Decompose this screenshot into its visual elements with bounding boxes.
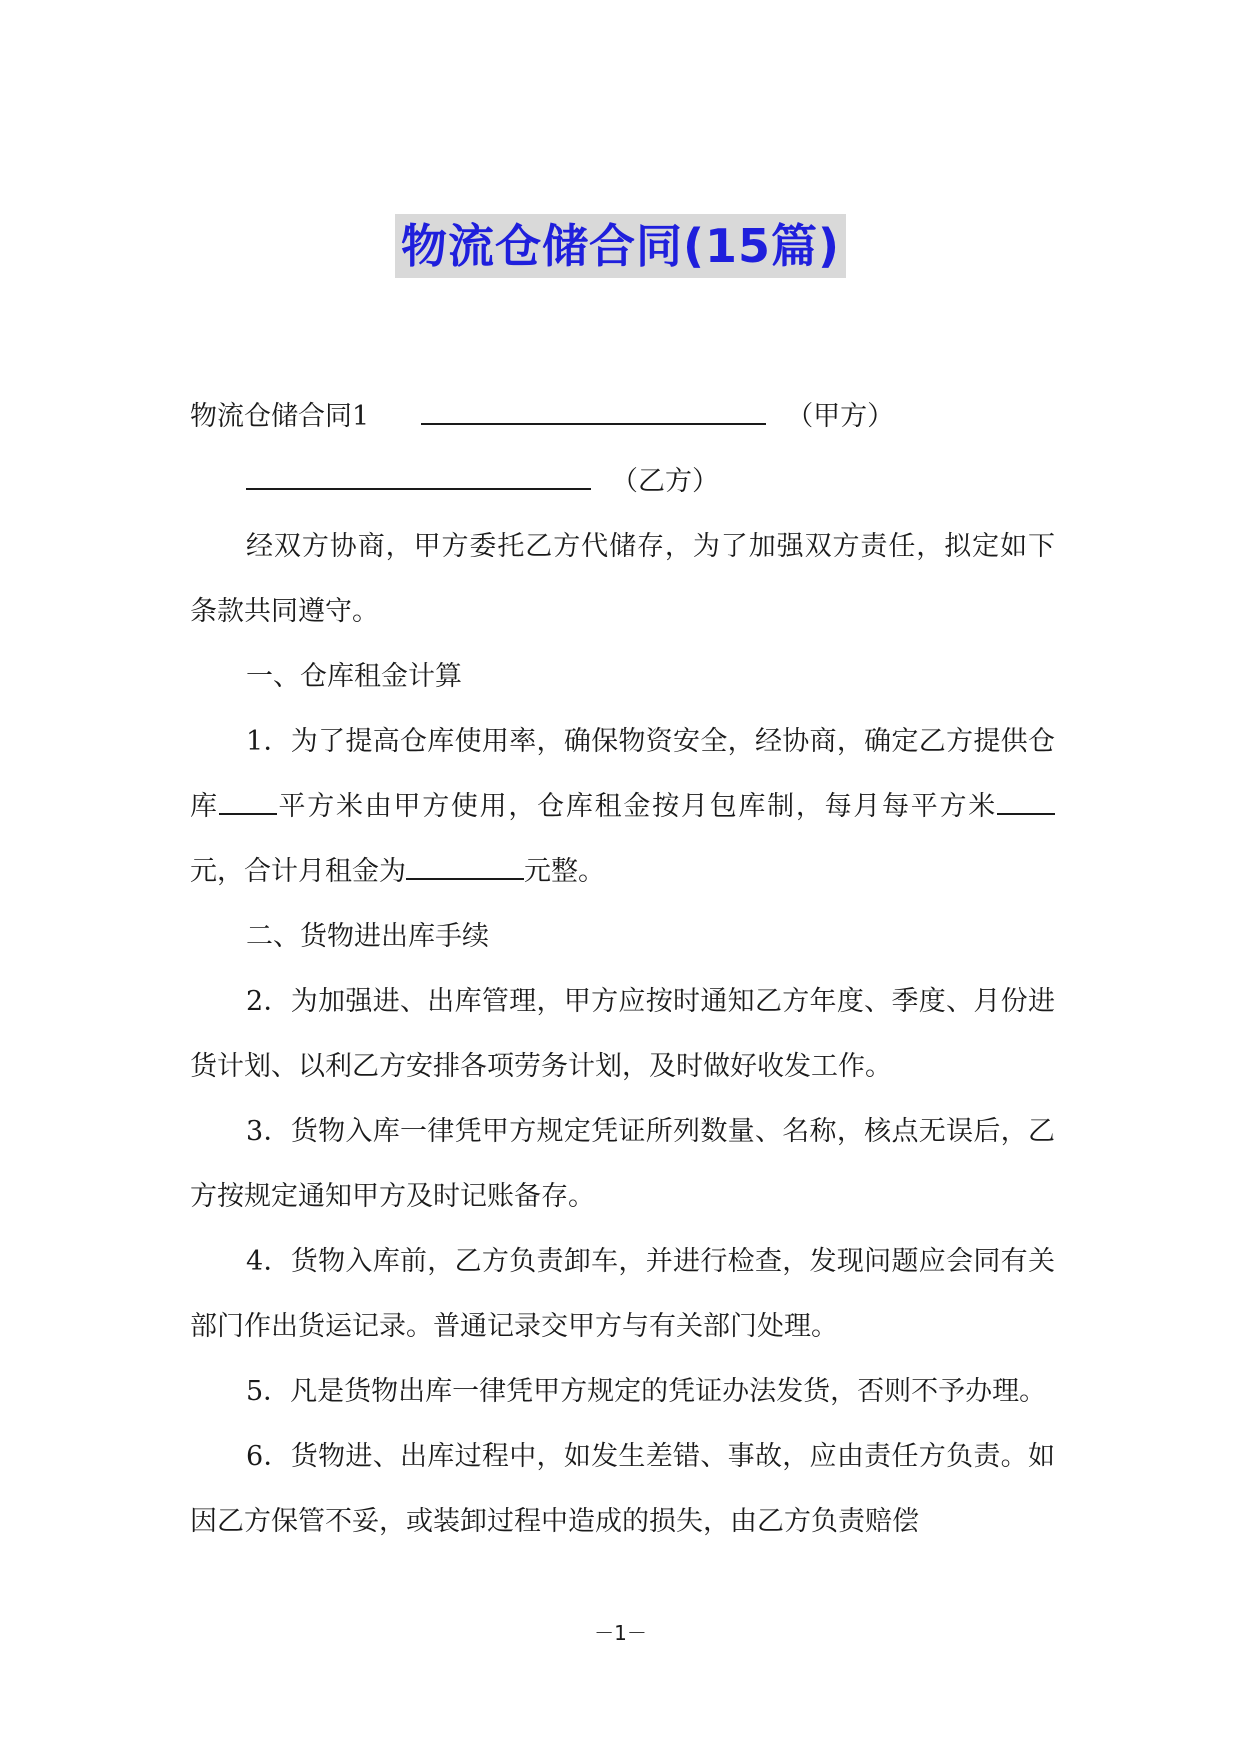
clause-1-text-a: 1．为了提高仓库使用率，确保物资安全，经协商，确定乙方提供仓库 (190, 726, 1055, 822)
contract-name: 物流仓储合同1 (190, 401, 370, 432)
title-block (0, 214, 1241, 278)
clause-4-paragraph: 4．货物入库前，乙方负责卸车，并进行检查，发现问题应会同有关部门作出货运记录。普通记录交甲方与有关部门处理。 (190, 1246, 1055, 1342)
area-blank (219, 787, 277, 815)
document-body (190, 384, 1055, 1554)
clause-1-text-c: 元，合计月租金为 (190, 856, 406, 887)
unit-price-blank (997, 787, 1055, 815)
party-b-label: （乙方） (611, 466, 719, 497)
clause-3-paragraph: 3．货物入库一律凭甲方规定凭证所列数量、名称，核点无误后，乙方按规定通知甲方及时记账备存。 (190, 1116, 1055, 1212)
party-a-blank (421, 397, 766, 425)
party-b-line (190, 449, 1055, 514)
clause-1-paragraph (190, 709, 1055, 904)
document-title: 物流仓储合同(15篇) (395, 214, 846, 278)
clause-6-paragraph: 6．货物进、出库过程中，如发生差错、事故，应由责任方负责。如因乙方保管不妥，或装卸过程中造成的损失，由乙方负责赔偿 (190, 1441, 1055, 1537)
section-1-heading: 一、仓库租金计算 (246, 661, 462, 692)
party-b-blank (246, 462, 591, 490)
clause-1-text-b: 平方米由甲方使用，仓库租金按月包库制，每月每平方米 (276, 791, 998, 822)
monthly-rent-blank (406, 852, 524, 880)
intro-paragraph: 经双方协商，甲方委托乙方代储存，为了加强双方责任，拟定如下条款共同遵守。 (190, 531, 1055, 627)
section-2-heading: 二、货物进出库手续 (246, 921, 489, 952)
clause-5-paragraph: 5．凡是货物出库一律凭甲方规定的凭证办法发货，否则不予办理。 (246, 1376, 1047, 1407)
page-number: －1－ (594, 1621, 647, 1645)
contract-heading-line (190, 384, 1055, 449)
party-a-label: （甲方） (786, 401, 895, 432)
clause-2-paragraph: 2．为加强进、出库管理，甲方应按时通知乙方年度、季度、月份进货计划、以利乙方安排各项劳务计划，及时做好收发工作。 (190, 986, 1055, 1082)
clause-1-text-d: 元整。 (524, 856, 605, 887)
